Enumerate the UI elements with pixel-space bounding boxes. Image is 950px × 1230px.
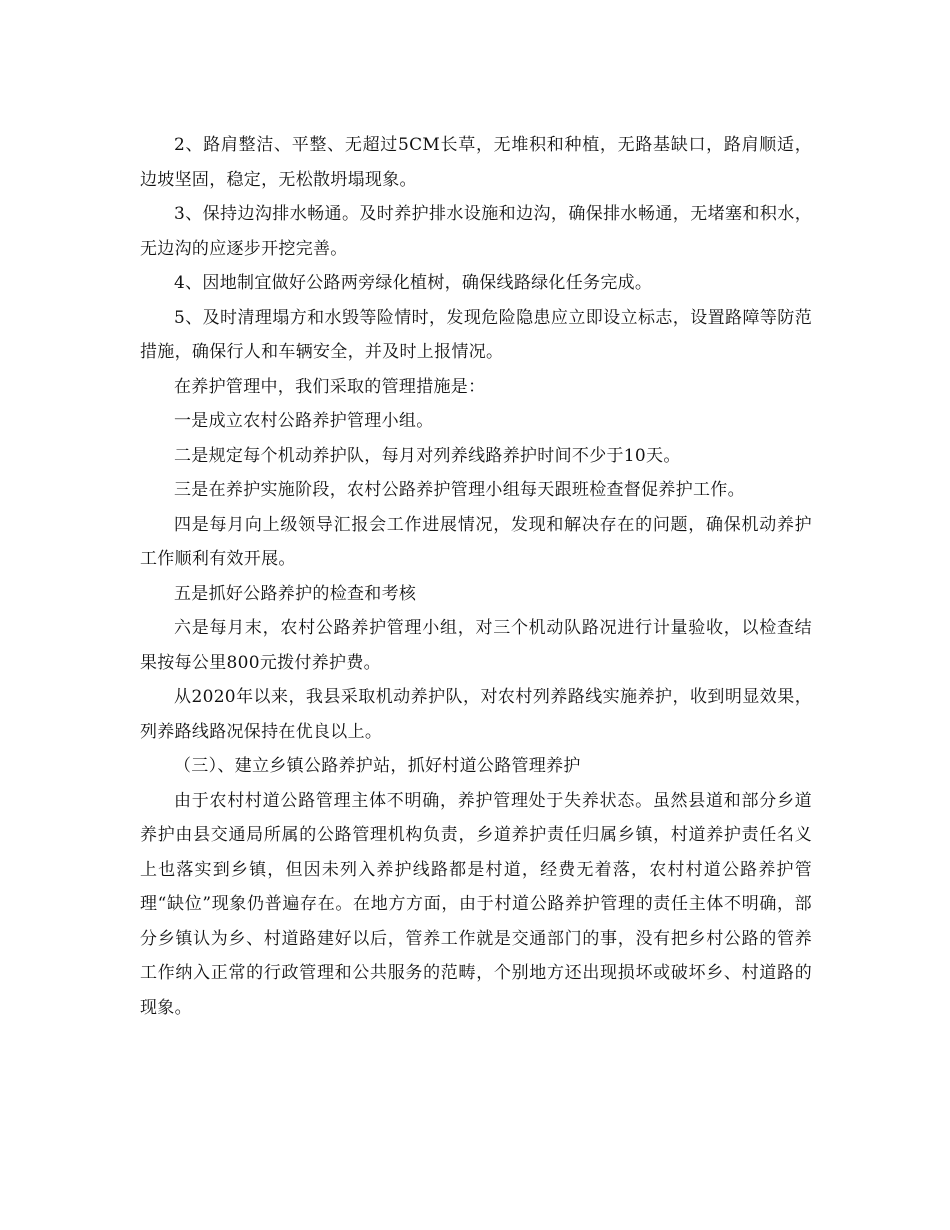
paragraph-measure-3: 三是在养护实施阶段，农村公路养护管理小组每天跟班检查督促养护工作。: [174, 480, 745, 500]
paragraph-measures-intro: 在养护管理中，我们采取的管理措施是：: [174, 376, 486, 397]
paragraph-item-4: 4、因地制宜做好公路两旁绿化植树，确保线路绿化任务完成。: [174, 273, 653, 293]
paragraph-item-5: 5、及时清理塌方和水毁等险情时，发现危险隐患应立即设立标志，设置路障等防范措施，确保行人和车辆安全，并及时上报情况。: [140, 307, 812, 362]
paragraph-village-roads: 由于农村村道公路管理主体不明确，养护管理处于失养状态。虽然县道和部分乡道养护由县交通局所属的公路管理机构负责，乡道养护责任归属乡镇，村道养护责任名义上也落实到乡镇，但因未列入养护线路都是村道，经费无着落，农村村道公路养护管理“缺位”现象仍普遍存在。在地方方面，由于村道公路养护管理的责任主体不明确，部分乡镇认为乡、村道路建好以后，管养工作就是交通部门的事，没有把乡村公路的管养工作纳入正常的行政管理和公共服务的范畴，个别地方还出现损坏或破坏乡、村道路的现象。: [140, 790, 812, 1018]
section-heading: （三）、建立乡镇公路养护站，抓好村道公路管理养护: [174, 756, 581, 776]
paragraph-item-3: 3、保持边沟排水畅通。及时养护排水设施和边沟，确保排水畅通，无堵塞和积水，无边沟的应逐步开挖完善。: [140, 204, 812, 259]
document-body: [140, 128, 812, 1025]
paragraph-measure-6: 六是每月末，农村公路养护管理小组，对三个机动队路况进行计量验收，以检查结果按每公里800元拨付养护费。: [140, 618, 812, 673]
paragraph-measure-4: 四是每月向上级领导汇报会工作进展情况，发现和解决存在的问题，确保机动养护工作顺利有效开展。: [140, 514, 812, 569]
paragraph-results: 从2020年以来，我县采取机动养护队，对农村列养路线实施养护，收到明显效果，列养路线路况保持在优良以上。: [140, 687, 812, 742]
paragraph-measure-5: 五是抓好公路养护的检查和考核: [174, 583, 417, 604]
paragraph-item-2: 2、路肩整洁、平整、无超过5CM长草，无堆积和种植，无路基缺口，路肩顺适，边坡坚固，稳定，无松散坍塌现象。: [140, 135, 812, 190]
paragraph-measure-1: 一是成立农村公路养护管理小组。: [174, 411, 434, 431]
paragraph-measure-2: 二是规定每个机动养护队，每月对列养线路养护时间不少于10天。: [174, 445, 681, 466]
